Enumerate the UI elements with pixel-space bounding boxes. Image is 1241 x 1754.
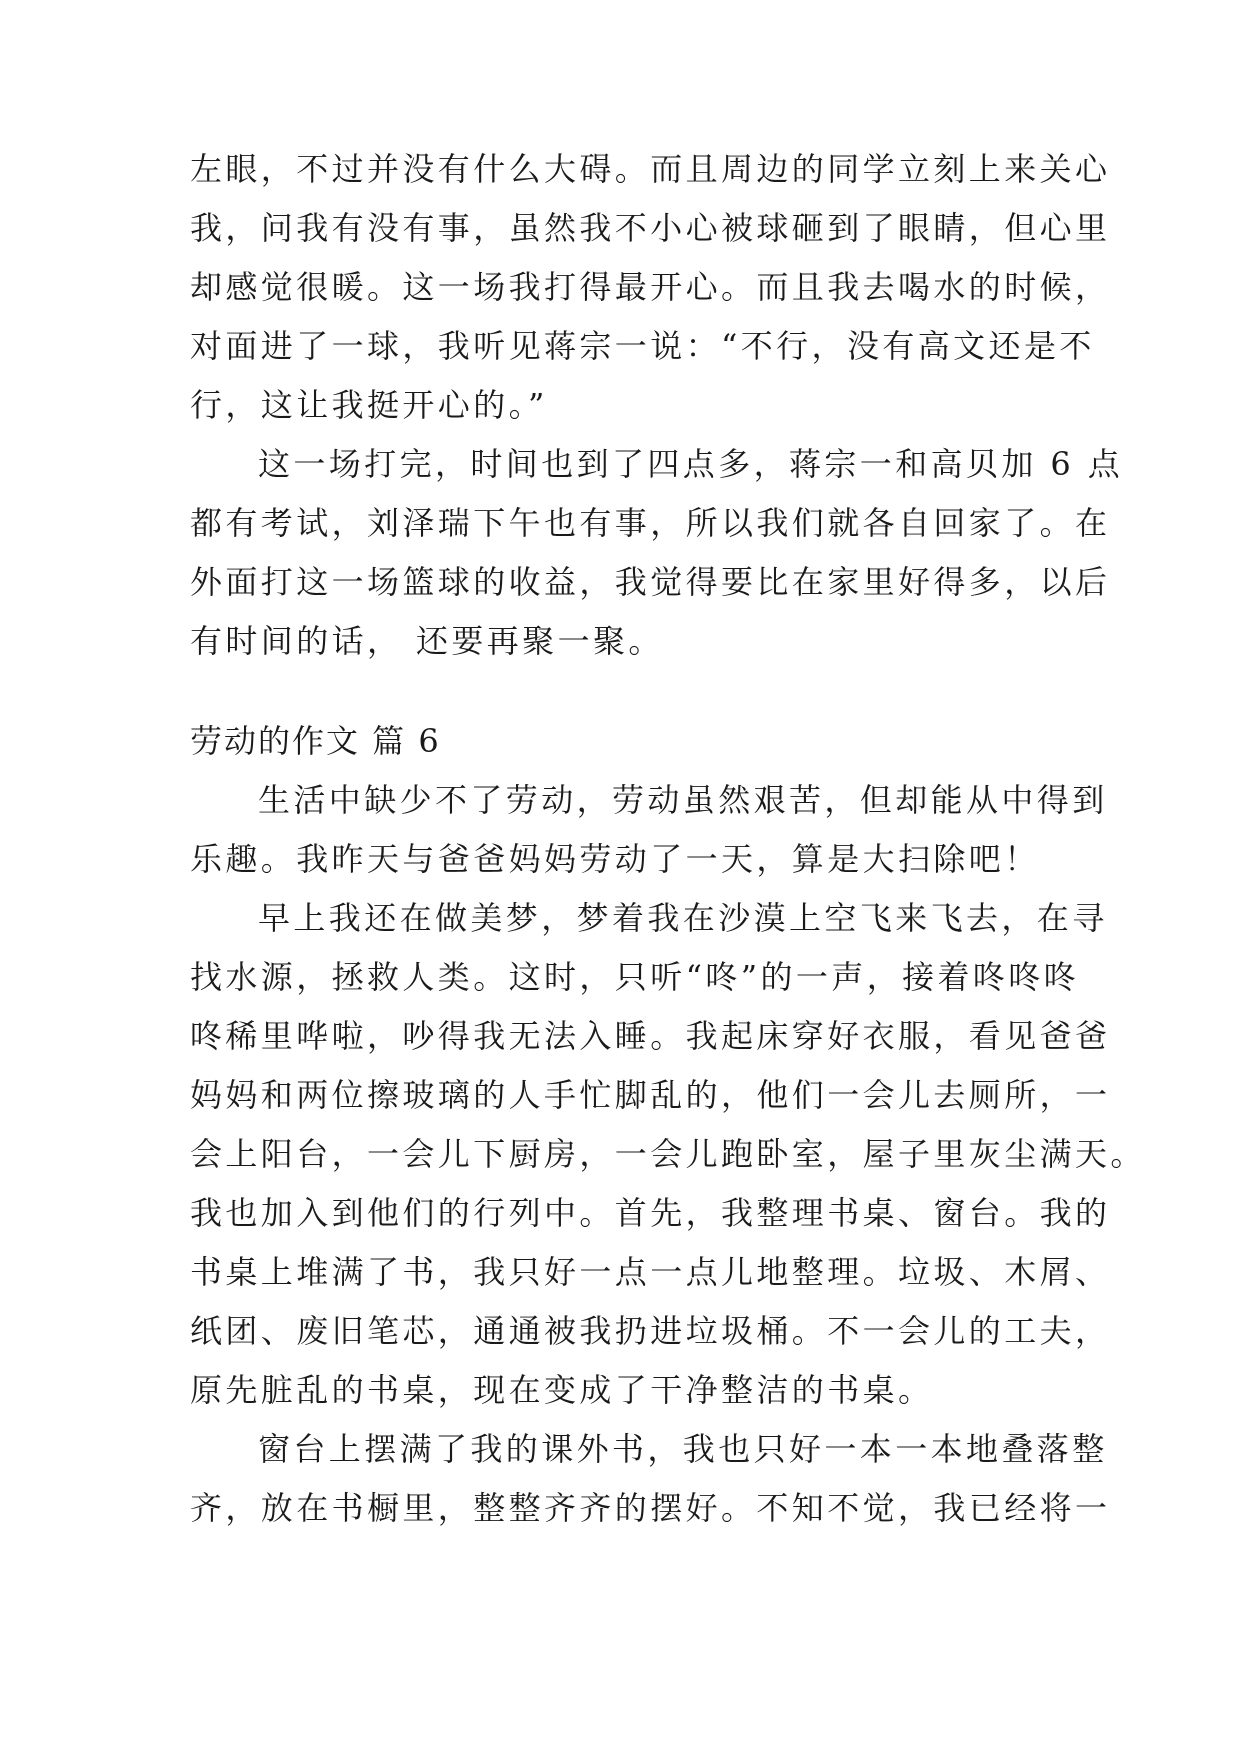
- paragraph-start-line: 早上我还在做美梦，梦着我在沙漠上空飞来飞去，在寻: [258, 899, 1108, 937]
- essay-heading: 劳动的作文 篇 6: [190, 722, 441, 760]
- text-line: 外面打这一场篮球的收益，我觉得要比在家里好得多，以后: [190, 563, 1111, 601]
- paragraph-start-line: 生活中缺少不了劳动，劳动虽然艰苦，但却能从中得到: [258, 781, 1108, 819]
- text-line: 我，问我有没有事，虽然我不小心被球砸到了眼睛，但心里: [190, 209, 1111, 247]
- text-line: 书桌上堆满了书，我只好一点一点儿地整理。垃圾、木屑、: [190, 1253, 1111, 1291]
- text-line: 有时间的话， 还要再聚一聚。: [190, 622, 664, 660]
- text-line: 左眼，不过并没有什么大碍。而且周边的同学立刻上来关心: [190, 150, 1111, 188]
- text-line: 行，这让我挺开心的。”: [190, 386, 548, 424]
- text-line: 我也加入到他们的行列中。首先，我整理书桌、窗台。我的: [190, 1194, 1111, 1232]
- text-line: 乐趣。我昨天与爸爸妈妈劳动了一天，算是大扫除吧！: [190, 840, 1040, 878]
- text-line: 原先脏乱的书桌，现在变成了干净整洁的书桌。: [190, 1371, 934, 1409]
- text-line: 对面进了一球，我听见蒋宗一说：“不行，没有高文还是不: [190, 327, 1095, 365]
- text-line: 却感觉很暖。这一场我打得最开心。而且我去喝水的时候，: [190, 268, 1111, 306]
- text-line: 都有考试，刘泽瑞下午也有事，所以我们就各自回家了。在: [190, 504, 1111, 542]
- paragraph-start-line: 窗台上摆满了我的课外书，我也只好一本一本地叠落整: [258, 1430, 1108, 1468]
- text-line: 咚稀里哗啦，吵得我无法入睡。我起床穿好衣服，看见爸爸: [190, 1017, 1111, 1055]
- paragraph-start-line: 这一场打完，时间也到了四点多，蒋宗一和高贝加 6 点: [258, 445, 1124, 483]
- document-page: [190, 140, 1146, 1538]
- text-line: 妈妈和两位擦玻璃的人手忙脚乱的，他们一会儿去厕所，一: [190, 1076, 1111, 1114]
- text-line: 纸团、废旧笔芯，通通被我扔进垃圾桶。不一会儿的工夫，: [190, 1312, 1111, 1350]
- text-line: 会上阳台，一会儿下厨房，一会儿跑卧室，屋子里灰尘满天。: [190, 1135, 1146, 1173]
- text-line: 找水源，拯救人类。这时，只听“咚”的一声，接着咚咚咚: [190, 958, 1080, 996]
- text-line: 齐，放在书橱里，整整齐齐的摆好。不知不觉，我已经将一: [190, 1489, 1111, 1527]
